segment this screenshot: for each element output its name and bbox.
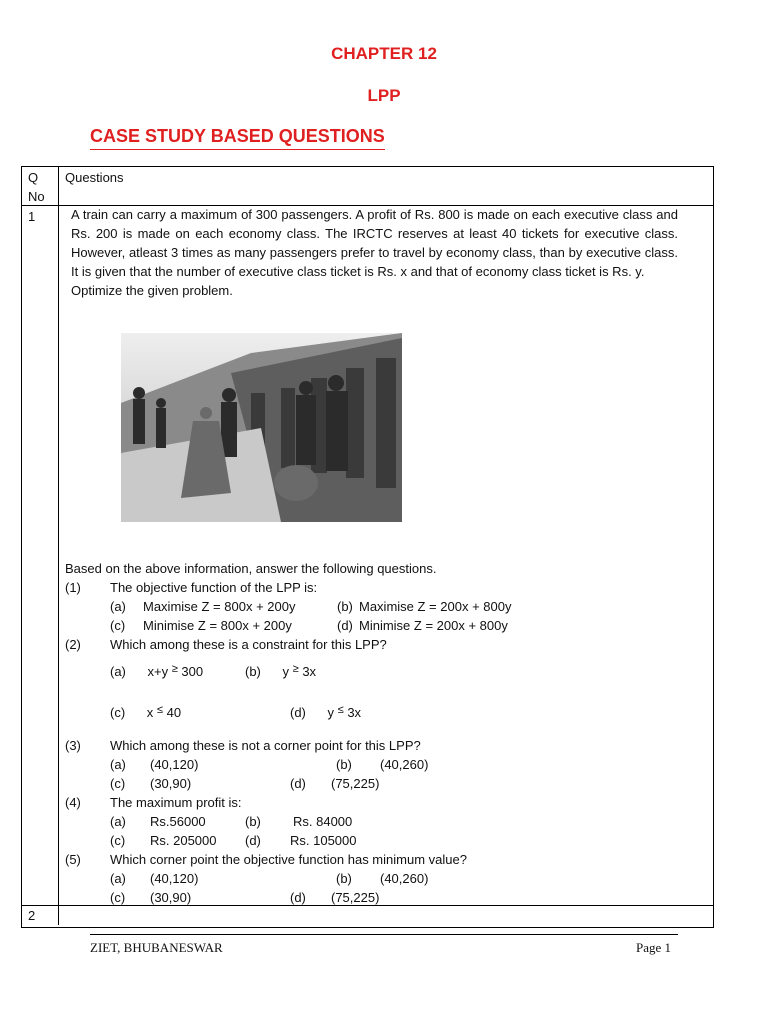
q1-text: The objective function of the LPP is: — [110, 580, 318, 595]
q4-opt-c: Rs. 205000 — [150, 833, 217, 848]
questions-lead: Based on the above information, answer the following questions. — [65, 561, 437, 576]
q4-opt-d-label: (d) — [245, 833, 261, 848]
q4-opt-b: Rs. 84000 — [293, 814, 353, 829]
q2-opt-d: (d) y ≤ 3x — [290, 704, 362, 720]
q3-opt-d: (75,225) — [331, 776, 380, 791]
q5-opt-a-label: (a) — [110, 871, 126, 886]
q5-opt-a: (40,120) — [150, 871, 199, 886]
q4-opt-a: Rs.56000 — [150, 814, 206, 829]
q3-opt-a: (40,120) — [150, 757, 199, 772]
header-questions: Questions — [65, 170, 124, 185]
q3-number: (3) — [65, 738, 81, 753]
q1-opt-d: Minimise Z = 200x + 800y — [359, 618, 508, 633]
footer-divider — [90, 934, 678, 935]
row-number: 2 — [28, 908, 36, 923]
q1-opt-b: Maximise Z = 200x + 800y — [359, 599, 512, 614]
q4-opt-c-label: (c) — [110, 833, 126, 848]
q5-opt-d-label: (d) — [290, 890, 306, 905]
q5-opt-c-label: (c) — [110, 890, 126, 905]
q3-text: Which among these is not a corner point for this LPP? — [110, 738, 421, 753]
q5-opt-c: (30,90) — [150, 890, 192, 905]
q2-opt-a: (a) x+y ≥ 300 — [110, 663, 204, 679]
q4-text: The maximum profit is: — [110, 795, 242, 810]
q5-number: (5) — [65, 852, 81, 867]
q5-text: Which corner point the objective function has minimum value? — [110, 852, 467, 867]
footer-left: ZIET, BHUBANESWAR — [90, 940, 223, 955]
case-paragraph: A train can carry a maximum of 300 passengers. A profit of Rs. 800 is made on each executive class and Rs. 200 is made on each economy class. The IRCTC reserves at least 40 tickets for executive class. However, atleast 3 times as many passengers prefer to travel by economy class, than by executive class. It is given that the number of executive class ticket is Rs. x and that of economy class ticket is Rs. y. Optimize the given problem. — [71, 207, 678, 298]
q2-number: (2) — [65, 637, 81, 652]
topic-heading: LPP — [367, 86, 401, 105]
q4-number: (4) — [65, 795, 81, 810]
section-heading: CASE STUDY BASED QUESTIONS — [90, 126, 385, 150]
q4-opt-d: Rs. 105000 — [290, 833, 357, 848]
footer-page: Page 1 — [636, 940, 672, 955]
q2-opt-c: (c) x ≤ 40 — [110, 704, 182, 720]
q4-opt-b-label: (b) — [245, 814, 261, 829]
q5-opt-b-label: (b) — [336, 871, 352, 886]
q5-opt-d: (75,225) — [331, 890, 380, 905]
q3-opt-c-label: (c) — [110, 776, 126, 791]
q1-opt-a: Maximise Z = 800x + 200y — [143, 599, 296, 614]
q2-text: Which among these is a constraint for this LPP? — [110, 637, 387, 652]
chapter-heading: CHAPTER 12 — [331, 44, 437, 63]
q1-opt-d-label: (d) — [337, 618, 353, 633]
q5-opt-b: (40,260) — [380, 871, 429, 886]
q3-opt-b: (40,260) — [380, 757, 429, 772]
q4-opt-a-label: (a) — [110, 814, 126, 829]
q3-opt-b-label: (b) — [336, 757, 352, 772]
q1-number: (1) — [65, 580, 81, 595]
q1-opt-c-label: (c) — [110, 618, 126, 633]
q1-opt-a-label: (a) — [110, 599, 126, 614]
q3-opt-c: (30,90) — [150, 776, 192, 791]
instruction: Optimize the given problem. — [71, 283, 233, 298]
q2-opt-b: (b) y ≥ 3x — [245, 663, 317, 679]
q1-opt-b-label: (b) — [337, 599, 353, 614]
q3-opt-a-label: (a) — [110, 757, 126, 772]
q3-opt-d-label: (d) — [290, 776, 306, 791]
train-platform-photo — [121, 333, 402, 522]
q1-opt-c: Minimise Z = 800x + 200y — [143, 618, 292, 633]
question-table — [21, 166, 714, 928]
header-qno: Q No — [28, 170, 45, 204]
row-number: 1 — [28, 209, 36, 224]
